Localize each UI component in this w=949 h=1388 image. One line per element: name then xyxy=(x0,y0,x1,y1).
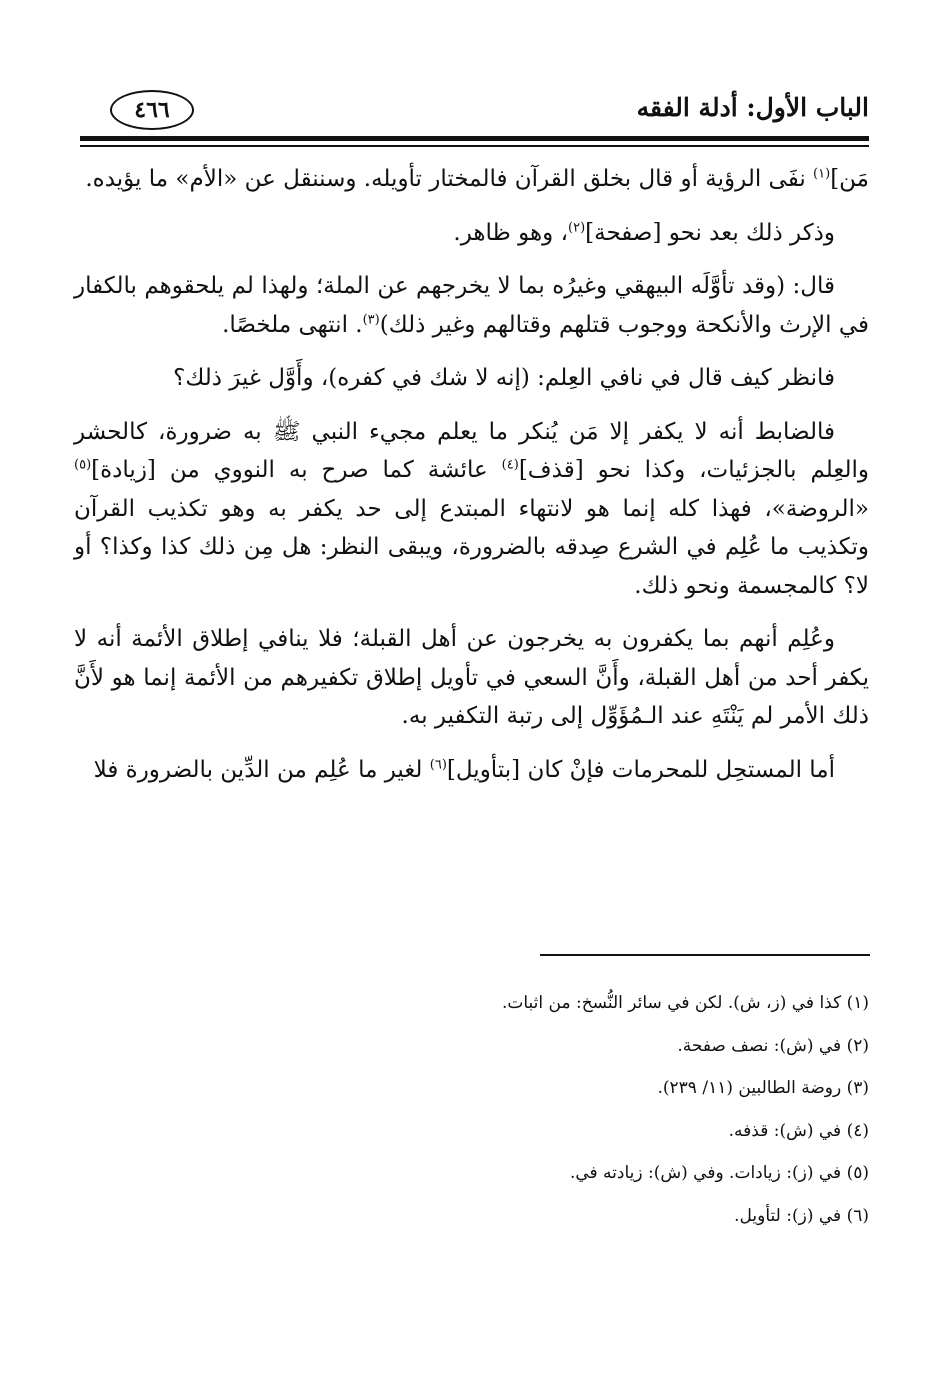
footnote-ref-6: (٦) xyxy=(429,756,447,772)
footnote-separator xyxy=(540,954,870,956)
footnote-ref-2: (٢) xyxy=(568,219,586,235)
paragraph-text: ، وهو ظاهر. xyxy=(453,219,568,246)
footnote-ref-1: (١) xyxy=(813,166,831,182)
paragraph-2 xyxy=(74,214,869,253)
paragraph-text: فانظر كيف قال في نافي العِلم: (إنه لا شك في كفره)، وأَوَّل غيرَ ذلك؟ xyxy=(173,365,835,391)
paragraph-text: أما المستحِل للمحرمات فإنْ كان [بتأويل] xyxy=(446,756,835,783)
paragraph-text: وعُلِم أنهم بما يكفرون به يخرجون عن أهل القبلة؛ فلا ينافي إطلاق الأئمة أنه لا يكفر أحد من أهل القبلة، وأَنَّ السعي في تأويل إطلاق تكفيرهم من الأئمة إنما هو لأَنَّ ذلك الأمر لم يَنْتَهِ عند الـمُؤَوِّل إلى رتبة التكفير به. xyxy=(74,626,869,729)
footnote-5: (٥) في (ز): زيادات. وفي (ش): زيادته في. xyxy=(569,1163,869,1183)
paragraph-3 xyxy=(74,267,869,344)
paragraph-5 xyxy=(74,413,869,606)
paragraph-text: . انتهى ملخصًا. xyxy=(222,311,363,338)
paragraph-1 xyxy=(74,160,869,199)
paragraph-text: «الروضة»، فهذا كله إنما هو لانتهاء المبتدع إلى حد يكفر به وهو تكذيب القرآن وتكذيب ما عُلِم في الشرع صِدقه بالضرورة، ويبقى النظر: هل مِن ذلك كذا وكذا؟ أو لا؟ كالمجسمة ونحو ذلك. xyxy=(74,495,869,599)
footnote-1: (١) كذا في (ز، ش). لكن في سائر النُّسخ: من اثبات. xyxy=(501,993,869,1013)
header-rule-thick xyxy=(80,136,869,141)
page-number: ٤٦٦ xyxy=(110,90,194,130)
paragraph-text: عائشة كما صرح به النووي من [زيادة] xyxy=(91,457,502,483)
footnote-6: (٦) في (ز): لتأويل. xyxy=(734,1205,869,1226)
paragraph-text: وذكر ذلك بعد نحو [صفحة] xyxy=(585,219,835,246)
header-rule-thin xyxy=(80,145,869,147)
main-text xyxy=(74,160,869,804)
page-header xyxy=(72,82,869,138)
paragraph-text: نفَى الرؤية أو قال بخلق القرآن فالمختار تأويله. وسننقل عن «الأم» ما يؤيده. xyxy=(85,166,814,192)
footnotes xyxy=(74,982,869,1237)
paragraph-text: مَن] xyxy=(830,166,869,192)
paragraph-4 xyxy=(74,359,869,398)
footnote-3: (٣) روضة الطالبين (١١/ ٢٣٩). xyxy=(657,1078,869,1098)
footnote-2: (٢) في (ش): نصف صفحة. xyxy=(677,1035,869,1056)
footnote-ref-5: (٥) xyxy=(74,457,92,473)
paragraph-text: قال: (وقد تأوَّلَه البيهقي وغيرُه بما لا يخرجهم عن الملة؛ ولهذا لم يلحقوهم بالكفار في الإرث والأنكحة ووجوب قتلهم وقتالهم وغير ذلك) xyxy=(74,273,869,338)
paragraph-7 xyxy=(74,751,869,790)
footnote-4: (٤) في (ش): قذفه. xyxy=(728,1120,869,1141)
paragraph-6 xyxy=(74,620,869,736)
paragraph-text: فالضابط أنه لا يكفر إلا مَن يُنكر ما يعلم مجيء النبي ﷺ به ضرورة، كالحشر والعِلم بالجزئيات، وكذا نحو [قذف] xyxy=(74,418,869,483)
running-title: الباب الأول: أدلة الفقه xyxy=(636,93,869,122)
footnote-ref-4: (٤) xyxy=(501,457,519,473)
paragraph-text: لغير ما عُلِم من الدِّين بالضرورة فلا xyxy=(93,756,430,783)
footnote-ref-3: (٣) xyxy=(362,311,380,327)
